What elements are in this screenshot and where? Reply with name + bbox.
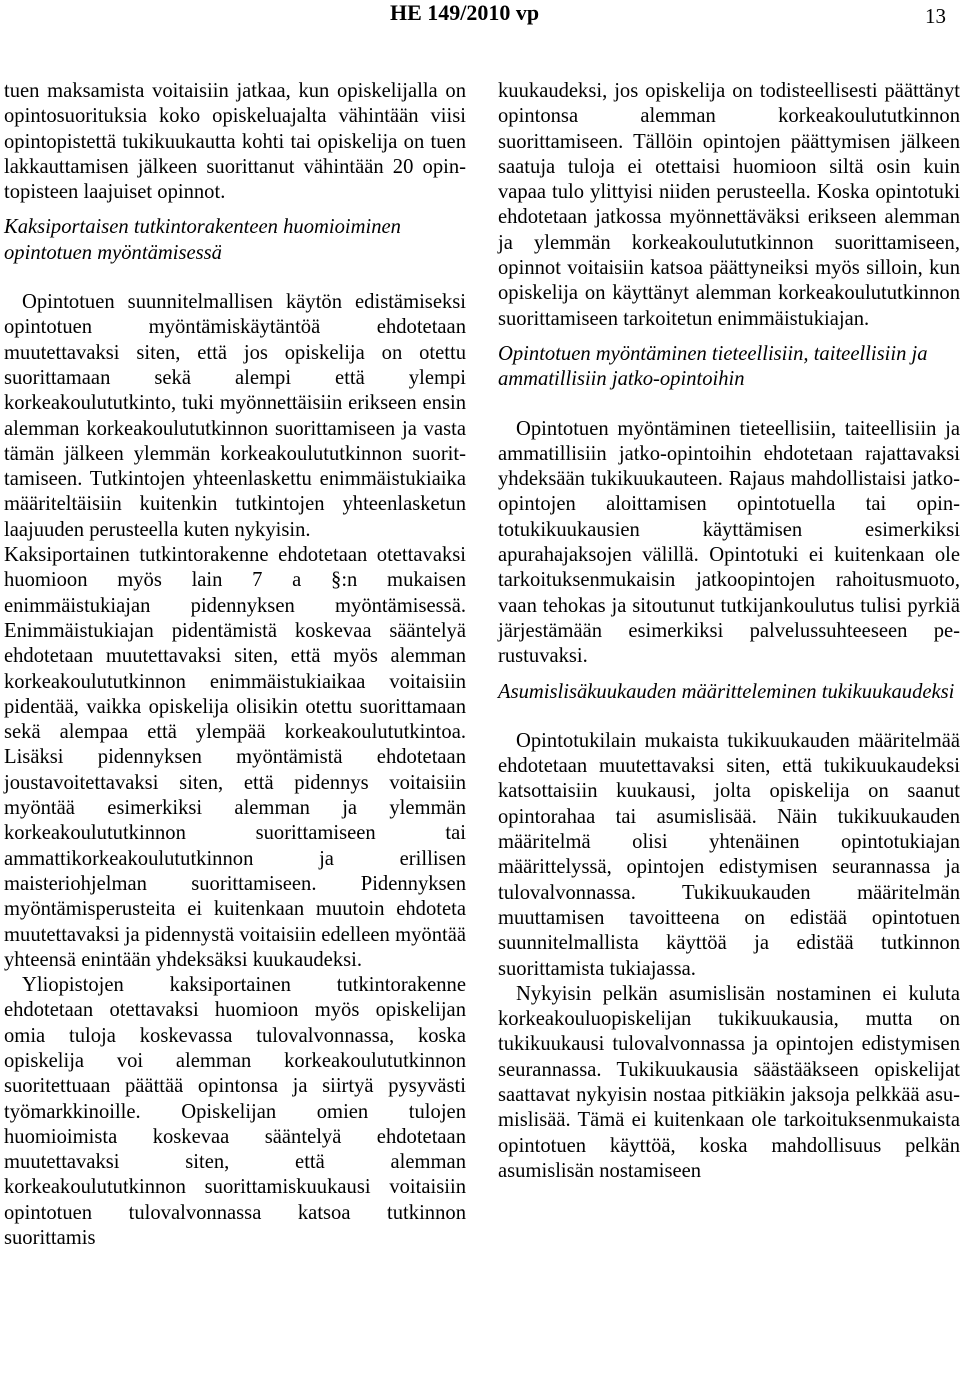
paragraph: Opintotuen suunnitelmallisen käytön edistämiseksi opintotuen myöntämiskäytäntöä ehdotetaan muutettavaksi siten, että jos opiskelija on otettu suorittamaan sekä alempi että ylempi korkeakoulututkinto, tuki myönnettäisiin erikseen ensin alemman korkeakoulututkinnon suorittamiseen ja vasta tämän jälkeen ylemmän korkeakoulututkinnon suorittamiseen. Tutkintojen yhteenlaskettu enimmäistukiaika määriteltäisiin kuitenkin tutkintojen yhteenlasketun laajuuden perusteella kuten nykyisin.: [4, 291, 466, 541]
paragraph: tuen maksamista voitaisiin jatkaa, kun opiskelijalla on opintosuorituksia koko opiskeluajalta vähintään viisi opintopistettä tukikuukautta kohti tai opiskelija on tuen lakkauttamisen jälkeen suorittanut vähintään 20 opintopisteen laajuiset opinnot.: [4, 80, 466, 204]
right-column: [498, 79, 960, 1184]
paragraph: Opintotukilain mukaista tukikuukauden määritelmää ehdotetaan muutettavaksi siten, että tukikuukaudeksi katsottaisiin kuukausi, jolta opiskelija on saanut opintorahaa tai asumislisää. Näin tukikuukauden määritelmä olisi yhtenäinen opintotukiajan määrittelyssä, opintojen edistymisen seurannassa ja tulovalvonnassa. Tukikuukauden määritelmän muuttamisen tavoitteena on edistää opintotuen suunnitelmallista käyttöä ja edistää tutkinnon suorittamista tukiajassa.: [498, 729, 960, 980]
paragraph: kuukaudeksi, jos opiskelija on todisteellisesti päättänyt opintonsa alemman korkeakoulututkinnon suorittamiseen. Tällöin opintojen päättymisen jälkeen saatuja tuloja ei otettaisi huomioon siltä osin kuin vapaa tulo ylittyisi niiden perusteella. Koska opintotuki ehdotetaan jatkossa myönnettäväksi erikseen alemman ja ylemmän korkeakoulututkinnon suorittamiseen, opinnot voitaisiin katsoa päättyneiksi myös silloin, kun opiskelija on käyttänyt alemman korkeakoulututkinnon suorittamiseen tarkoitetun enimmäistukiajan.: [498, 80, 960, 330]
paragraph: Kaksiportainen tutkintorakenne ehdotetaan otettavaksi huomioon myös lain 7 a §:n mukaisen enimmäistukiajan pidennyksen myöntämisessä. Enimmäistukiajan pidentämistä koskevaa sääntelyä ehdotetaan muutettavaksi siten, että myös alemman korkeakoulututkinnon enimmäistukiaikaa voitaisiin pidentää, vaikka opiskelija olisikin otettu suorittamaan sekä alempaa että ylempää korkeakoulututkintoa. Lisäksi pidennyksen myöntämistä ehdotetaan joustavoitettavaksi siten, että pidennys voitaisiin myöntää esimerkiksi alemman ja ylemmän korkeakoulututkinnon suorittamiseen tai ammattikorkeakoulututkinnon ja erillisen maisteriohjelman suorittamiseen. Pidennyksen myöntämisperusteita ei kuitenkaan muutoin ehdoteta muutettavaksi ja pidennystä voitaisiin edelleen myöntää yhteensä enintään yhdeksäksi kuukaudeksi.: [4, 544, 466, 971]
page-number: 13: [925, 4, 946, 28]
paragraph: Yliopistojen kaksiportainen tutkintorakenne ehdotetaan otettavaksi huomioon myös opiskelijan omia tuloja koskevassa tulovalvonnassa, koska opiskelija voi alemman korkeakoulututkinnon suoritettuaan päättää opintonsa ja siirtyä pysyvästi työmarkkinoille. Opiskelijan omien tulojen huomioimista koskevaa sääntelyä ehdotetaan muutettavaksi siten, että alemman korkeakoulututkinnon suorittamiskuukausi voitaisiin opintotuen tulovalvonnassa katsoa tutkinnon suorittamis: [4, 974, 466, 1250]
document-id: HE 149/2010 vp: [390, 0, 540, 25]
paragraph: Opintotuen myöntäminen tieteellisiin, taiteellisiin ja ammatillisiin jatko-opintoihin ehdotetaan rajattavaksi yhdeksään tukikuukauteen. Rajaus mahdollistaisi jatkoopintojen aloittamisen opintotuella tai opintotukikuukausien käyttämisen esimerkiksi apurahajaksojen välillä. Opintotuki ei kuitenkaan ole tarkoituksenmukaisin jatkoopintojen rahoitusmuoto, vaan tehokas ja sitoutunut tutkijankoulutus tulisi pyrkiä järjestämään esimerkiksi palvelussuhteeseen perustuvaksi.: [498, 417, 960, 668]
section-heading: Kaksiportaisen tutkintorakenteen huomioiminen opintotuen myöntämisessä: [4, 216, 401, 264]
left-column: [4, 79, 466, 1251]
section-heading: Opintotuen myöntäminen tieteellisiin, taiteellisiin ja ammatillisiin jatko-opintoihin: [498, 342, 928, 391]
paragraph: Nykyisin pelkän asumislisän nostaminen ei kuluta korkeakouluopiskelijan tukikuukausia, mutta on tukikuukausi tulovalvonnassa ja opintojen edistymisen seurannassa. Tukikuukausia säästääkseen opiskelijat saattavat nykyisin nostaa pitkiäkin jaksoja pelkkää asumislisää. Tämä ei kuitenkaan ole tarkoituksenmukaista opintotuen käyttöä, koska mahdollisuus pelkän asumislisän nostamiseen: [498, 982, 960, 1182]
page-header: [0, 0, 960, 40]
section-heading: Asumislisäkuukauden määritteleminen tukikuukaudeksi: [498, 680, 955, 703]
